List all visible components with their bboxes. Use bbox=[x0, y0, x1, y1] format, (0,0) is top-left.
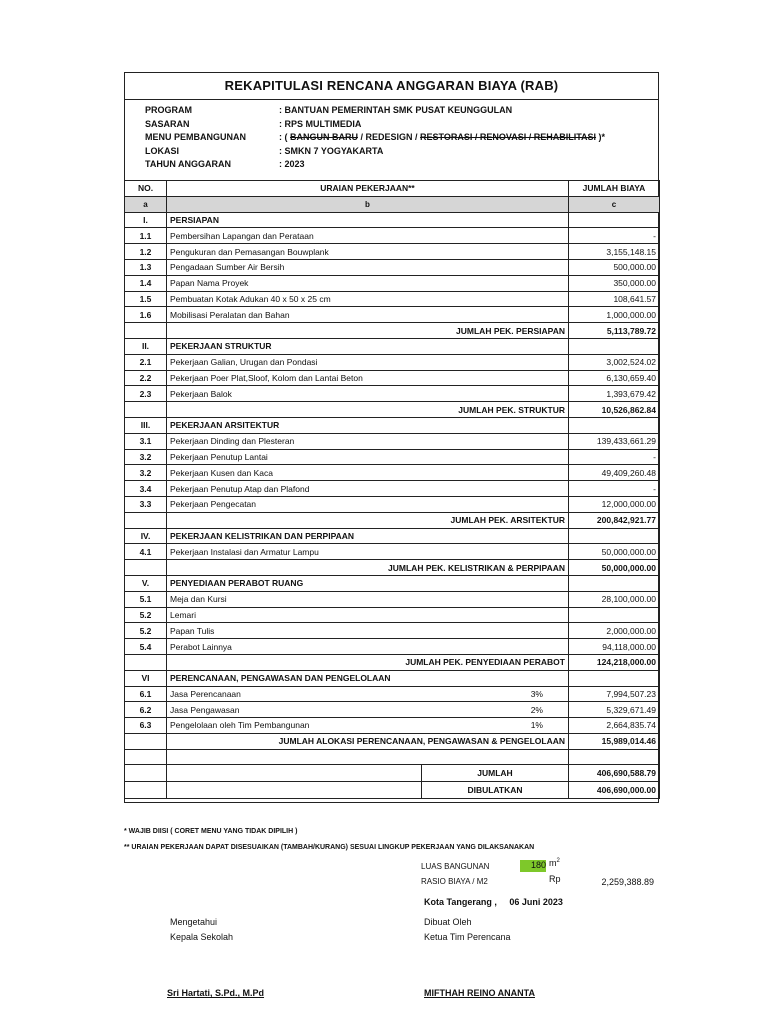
row-description bbox=[167, 686, 569, 702]
rasio-label: RASIO BIAYA / M2 bbox=[421, 877, 488, 886]
info-sasaran bbox=[145, 119, 605, 133]
info-value: : SMKN 7 YOGYAKARTA bbox=[279, 145, 384, 156]
row-no: 5.2 bbox=[125, 623, 167, 639]
luas-value: 180 bbox=[530, 860, 546, 870]
table-row bbox=[125, 623, 660, 639]
info-label: SASARAN bbox=[145, 118, 190, 129]
info-value: : RPS MULTIMEDIA bbox=[279, 118, 362, 129]
subheader-b: b bbox=[167, 196, 569, 212]
row-amount: 2,664,835.74 bbox=[569, 718, 660, 734]
table-row bbox=[125, 370, 660, 386]
table-row bbox=[125, 228, 660, 244]
subtotal-row bbox=[125, 402, 660, 418]
row-description-text: PENYEDIAAN PERABOT RUANG bbox=[170, 578, 304, 589]
row-amount: - bbox=[569, 228, 660, 244]
row-amount: 10,526,862.84 bbox=[569, 402, 660, 418]
row-description bbox=[167, 718, 569, 734]
row-description bbox=[167, 402, 569, 418]
header-uraian: URAIAN PEKERJAAN** bbox=[167, 181, 569, 197]
row-description-text: JUMLAH PEK. PERSIAPAN bbox=[456, 325, 565, 336]
table-row bbox=[125, 307, 660, 323]
row-amount: 50,000,000.00 bbox=[569, 560, 660, 576]
row-amount: 94,118,000.00 bbox=[569, 639, 660, 655]
menu-part: )* bbox=[596, 132, 606, 142]
row-description-text: Pekerjaan Instalasi dan Armatur Lampu bbox=[170, 546, 319, 557]
table-row bbox=[125, 481, 660, 497]
row-description-text: Pekerjaan Dinding dan Plesteran bbox=[170, 436, 295, 447]
row-description bbox=[167, 465, 569, 481]
row-description-text: Pengukuran dan Pemasangan Bouwplank bbox=[170, 246, 329, 257]
spacer-cell bbox=[569, 749, 660, 765]
info-lokasi bbox=[145, 146, 605, 160]
table-row bbox=[125, 702, 660, 718]
row-amount: 1,000,000.00 bbox=[569, 307, 660, 323]
subtotal-row bbox=[125, 654, 660, 670]
row-description bbox=[167, 623, 569, 639]
row-description bbox=[167, 654, 569, 670]
row-no: 6.2 bbox=[125, 702, 167, 718]
row-amount: 12,000,000.00 bbox=[569, 496, 660, 512]
row-description bbox=[167, 544, 569, 560]
info-tahun-anggaran bbox=[145, 159, 605, 173]
row-description bbox=[167, 560, 569, 576]
row-amount: 350,000.00 bbox=[569, 275, 660, 291]
row-no: 2.1 bbox=[125, 354, 167, 370]
row-description-text: Lemari bbox=[170, 609, 196, 620]
row-description bbox=[167, 496, 569, 512]
row-no: 2.3 bbox=[125, 386, 167, 402]
row-description bbox=[167, 259, 569, 275]
row-no: 3.2 bbox=[125, 449, 167, 465]
row-amount: 200,842,921.77 bbox=[569, 512, 660, 528]
signer-right-role1: Dibuat Oleh bbox=[424, 917, 472, 927]
row-description bbox=[167, 244, 569, 260]
row-description-text: Pembersihan Lapangan dan Perataan bbox=[170, 230, 314, 241]
info-label: TAHUN ANGGARAN bbox=[145, 159, 231, 169]
row-description bbox=[167, 386, 569, 402]
row-no: 5.1 bbox=[125, 591, 167, 607]
row-description-text: Pekerjaan Pengecatan bbox=[170, 499, 257, 510]
jumlah-row bbox=[125, 765, 660, 782]
spacer-row bbox=[125, 749, 660, 765]
row-description bbox=[167, 512, 569, 528]
row-description-text: JUMLAH PEK. PENYEDIAAN PERABOT bbox=[405, 657, 565, 668]
row-description-text: Papan Nama Proyek bbox=[170, 278, 249, 289]
row-description-text: Meja dan Kursi bbox=[170, 594, 227, 605]
row-description-text: JUMLAH PEK. KELISTRIKAN & PERPIPAAN bbox=[388, 562, 565, 573]
row-description-text: Pekerjaan Poer Plat,Sloof, Kolom dan Lantai Beton bbox=[170, 372, 363, 383]
header-no: NO. bbox=[125, 181, 167, 197]
row-description bbox=[167, 591, 569, 607]
row-description bbox=[167, 639, 569, 655]
rab-table bbox=[124, 180, 660, 799]
subheader-a: a bbox=[125, 196, 167, 212]
row-no: I. bbox=[125, 212, 167, 228]
table-row bbox=[125, 718, 660, 734]
row-description-text: Papan Tulis bbox=[170, 625, 215, 636]
table-row bbox=[125, 291, 660, 307]
row-amount: 5,113,789.72 bbox=[569, 323, 660, 339]
spacer-cell bbox=[167, 749, 569, 765]
section-row bbox=[125, 212, 660, 228]
luas-unit-sup: 2 bbox=[556, 858, 560, 864]
row-amount: 50,000,000.00 bbox=[569, 544, 660, 560]
signer-left-name: Sri Hartati, S.Pd., M.Pd bbox=[167, 988, 265, 998]
row-percentage: 2% bbox=[530, 704, 543, 715]
row-description-text: JUMLAH PEK. STRUKTUR bbox=[458, 404, 565, 415]
row-description bbox=[167, 212, 569, 228]
row-no: 1.5 bbox=[125, 291, 167, 307]
info-menu-pembangunan bbox=[145, 132, 605, 146]
row-no bbox=[125, 512, 167, 528]
row-description-text: Mobilisasi Peralatan dan Bahan bbox=[170, 309, 290, 320]
row-no: III. bbox=[125, 417, 167, 433]
table-row bbox=[125, 465, 660, 481]
row-description bbox=[167, 417, 569, 433]
row-amount: 500,000.00 bbox=[569, 259, 660, 275]
table-header-row bbox=[125, 181, 660, 197]
row-description bbox=[167, 575, 569, 591]
row-no: 3.4 bbox=[125, 481, 167, 497]
row-description-text: JUMLAH ALOKASI PERENCANAAN, PENGAWASAN & PENGELOLAAN bbox=[278, 736, 565, 747]
info-program bbox=[145, 105, 605, 119]
rasio-currency: Rp bbox=[549, 874, 561, 884]
row-amount bbox=[569, 417, 660, 433]
row-no: 6.1 bbox=[125, 686, 167, 702]
row-amount bbox=[569, 607, 660, 623]
row-description bbox=[167, 291, 569, 307]
table-row bbox=[125, 591, 660, 607]
row-amount bbox=[569, 338, 660, 354]
info-label: LOKASI bbox=[145, 145, 180, 156]
info-value: : 2023 bbox=[279, 159, 305, 169]
row-description-text: PEKERJAAN ARSITEKTUR bbox=[170, 420, 280, 431]
row-description-text: Jasa Perencanaan bbox=[170, 688, 241, 699]
row-description-text: PEKERJAAN KELISTRIKAN DAN PERPIPAAN bbox=[170, 530, 355, 541]
section-row bbox=[125, 575, 660, 591]
table-row bbox=[125, 433, 660, 449]
row-no: 1.2 bbox=[125, 244, 167, 260]
luas-unit bbox=[549, 858, 560, 868]
row-description bbox=[167, 323, 569, 339]
row-description bbox=[167, 733, 569, 749]
signer-left-role2: Kepala Sekolah bbox=[170, 932, 234, 942]
row-no bbox=[125, 560, 167, 576]
luas-unit-text: m bbox=[549, 858, 557, 868]
row-no: 1.6 bbox=[125, 307, 167, 323]
row-description bbox=[167, 307, 569, 323]
place-date: Kota Tangerang , 06 Juni 2023 bbox=[424, 897, 563, 907]
subtotal-row bbox=[125, 560, 660, 576]
row-amount: 5,329,671.49 bbox=[569, 702, 660, 718]
rasio-value: 2,259,388.89 bbox=[601, 877, 654, 887]
table-row bbox=[125, 639, 660, 655]
table-row bbox=[125, 496, 660, 512]
table-row bbox=[125, 607, 660, 623]
row-no: 3.3 bbox=[125, 496, 167, 512]
row-amount: 3,002,524.02 bbox=[569, 354, 660, 370]
table-row bbox=[125, 686, 660, 702]
row-description-text: Pekerjaan Balok bbox=[170, 388, 232, 399]
signer-right-name: MIFTHAH REINO ANANTA bbox=[424, 988, 535, 998]
row-no: 1.1 bbox=[125, 228, 167, 244]
row-description bbox=[167, 228, 569, 244]
dibulatkan-value: 406,690,000.00 bbox=[569, 782, 660, 799]
note-uraian: ** URAIAN PEKERJAAN DAPAT DISESUAIKAN (TAMBAH/KURANG) SESUAI LINGKUP PEKERJAAN YANG DILAKSANAKAN bbox=[124, 844, 535, 851]
row-description-text: Pekerjaan Penutup Atap dan Plafond bbox=[170, 483, 310, 494]
row-description-text: PERENCANAAN, PENGAWASAN DAN PENGELOLAAN bbox=[170, 673, 391, 684]
row-no: 5.2 bbox=[125, 607, 167, 623]
row-no: 4.1 bbox=[125, 544, 167, 560]
info-label: MENU PEMBANGUNAN bbox=[145, 132, 246, 142]
row-no: 1.3 bbox=[125, 259, 167, 275]
signer-right-role2: Ketua Tim Perencana bbox=[424, 932, 511, 942]
dibulatkan-row bbox=[125, 782, 660, 799]
row-no: V. bbox=[125, 575, 167, 591]
subtotal-row bbox=[125, 323, 660, 339]
row-amount: 1,393,679.42 bbox=[569, 386, 660, 402]
row-no: 3.2 bbox=[125, 465, 167, 481]
row-percentage: 3% bbox=[530, 688, 543, 699]
row-description bbox=[167, 275, 569, 291]
jumlah-cell bbox=[167, 765, 569, 782]
table-row bbox=[125, 544, 660, 560]
jumlah-label: JUMLAH bbox=[421, 765, 568, 781]
row-description-text: Jasa Pengawasan bbox=[170, 704, 240, 715]
document-title: REKAPITULASI RENCANA ANGGARAN BIAYA (RAB) bbox=[224, 78, 559, 93]
spacer-cell bbox=[125, 749, 167, 765]
signer-left-role1: Mengetahui bbox=[170, 917, 218, 927]
row-amount bbox=[569, 528, 660, 544]
row-no-blank bbox=[125, 782, 167, 799]
dibulatkan-cell bbox=[167, 782, 569, 799]
menu-part: / REDESIGN / bbox=[358, 132, 421, 142]
row-amount: 2,000,000.00 bbox=[569, 623, 660, 639]
row-amount bbox=[569, 575, 660, 591]
menu-option-struck: BANGUN BARU bbox=[290, 132, 358, 142]
subtotal-row bbox=[125, 733, 660, 749]
table-row bbox=[125, 386, 660, 402]
row-description-text: Pekerjaan Kusen dan Kaca bbox=[170, 467, 274, 478]
dibulatkan-label: DIBULATKAN bbox=[421, 782, 568, 798]
row-description-text: Perabot Lainnya bbox=[170, 641, 232, 652]
project-info bbox=[145, 105, 605, 173]
title-divider bbox=[125, 99, 658, 100]
info-label: PROGRAM bbox=[145, 105, 192, 115]
row-description bbox=[167, 433, 569, 449]
section-row bbox=[125, 670, 660, 686]
row-no: 1.4 bbox=[125, 275, 167, 291]
table-row bbox=[125, 449, 660, 465]
row-amount: 28,100,000.00 bbox=[569, 591, 660, 607]
row-description bbox=[167, 670, 569, 686]
row-amount: - bbox=[569, 481, 660, 497]
table-row bbox=[125, 354, 660, 370]
row-no: 3.1 bbox=[125, 433, 167, 449]
row-no bbox=[125, 733, 167, 749]
row-amount: 7,994,507.23 bbox=[569, 686, 660, 702]
table-row bbox=[125, 259, 660, 275]
row-no: 2.2 bbox=[125, 370, 167, 386]
subheader-c: c bbox=[569, 196, 660, 212]
row-amount: 139,433,661.29 bbox=[569, 433, 660, 449]
row-no-blank bbox=[125, 765, 167, 782]
info-value bbox=[279, 132, 605, 146]
row-amount: 124,218,000.00 bbox=[569, 654, 660, 670]
section-row bbox=[125, 338, 660, 354]
menu-option-struck: RESTORASI / RENOVASI / REHABILITASI bbox=[420, 132, 597, 142]
row-no bbox=[125, 654, 167, 670]
row-no: 5.4 bbox=[125, 639, 167, 655]
row-description bbox=[167, 481, 569, 497]
row-description bbox=[167, 338, 569, 354]
section-row bbox=[125, 528, 660, 544]
row-description-text: Pekerjaan Penutup Lantai bbox=[170, 451, 268, 462]
row-percentage: 1% bbox=[530, 720, 543, 731]
row-description bbox=[167, 370, 569, 386]
row-no: II. bbox=[125, 338, 167, 354]
row-amount: 108,641.57 bbox=[569, 291, 660, 307]
row-amount: 49,409,260.48 bbox=[569, 465, 660, 481]
row-description bbox=[167, 528, 569, 544]
row-amount: 3,155,148.15 bbox=[569, 244, 660, 260]
section-row bbox=[125, 417, 660, 433]
info-value: : BANTUAN PEMERINTAH SMK PUSAT KEUNGGULAN bbox=[279, 105, 513, 115]
luas-label: LUAS BANGUNAN bbox=[421, 862, 490, 871]
row-description-text: Pekerjaan Galian, Urugan dan Pondasi bbox=[170, 357, 318, 368]
table-subheader-row bbox=[125, 196, 660, 212]
row-no: 6.3 bbox=[125, 718, 167, 734]
row-no: VI bbox=[125, 670, 167, 686]
menu-part: : ( bbox=[279, 132, 290, 142]
row-description bbox=[167, 702, 569, 718]
row-no bbox=[125, 323, 167, 339]
subtotal-row bbox=[125, 512, 660, 528]
row-description bbox=[167, 607, 569, 623]
row-description bbox=[167, 354, 569, 370]
row-amount: 15,989,014.46 bbox=[569, 733, 660, 749]
row-description-text: Pembuatan Kotak Adukan 40 x 50 x 25 cm bbox=[170, 293, 331, 304]
row-description-text: Pengadaan Sumber Air Bersih bbox=[170, 262, 285, 273]
row-description-text: PERSIAPAN bbox=[170, 214, 219, 225]
table-row bbox=[125, 244, 660, 260]
jumlah-value: 406,690,588.79 bbox=[569, 765, 660, 782]
row-amount bbox=[569, 212, 660, 228]
row-amount bbox=[569, 670, 660, 686]
note-wajib: * WAJIB DIISI ( CORET MENU YANG TIDAK DIPILIH ) bbox=[124, 828, 298, 835]
row-description bbox=[167, 449, 569, 465]
row-description-text: Pengelolaan oleh Tim Pembangunan bbox=[170, 720, 310, 731]
row-no bbox=[125, 402, 167, 418]
row-no: IV. bbox=[125, 528, 167, 544]
row-description-text: PEKERJAAN STRUKTUR bbox=[170, 341, 272, 352]
table-row bbox=[125, 275, 660, 291]
header-jumlah: JUMLAH BIAYA bbox=[569, 181, 660, 197]
row-description-text: JUMLAH PEK. ARSITEKTUR bbox=[450, 515, 565, 526]
row-amount: - bbox=[569, 449, 660, 465]
row-amount: 6,130,659.40 bbox=[569, 370, 660, 386]
